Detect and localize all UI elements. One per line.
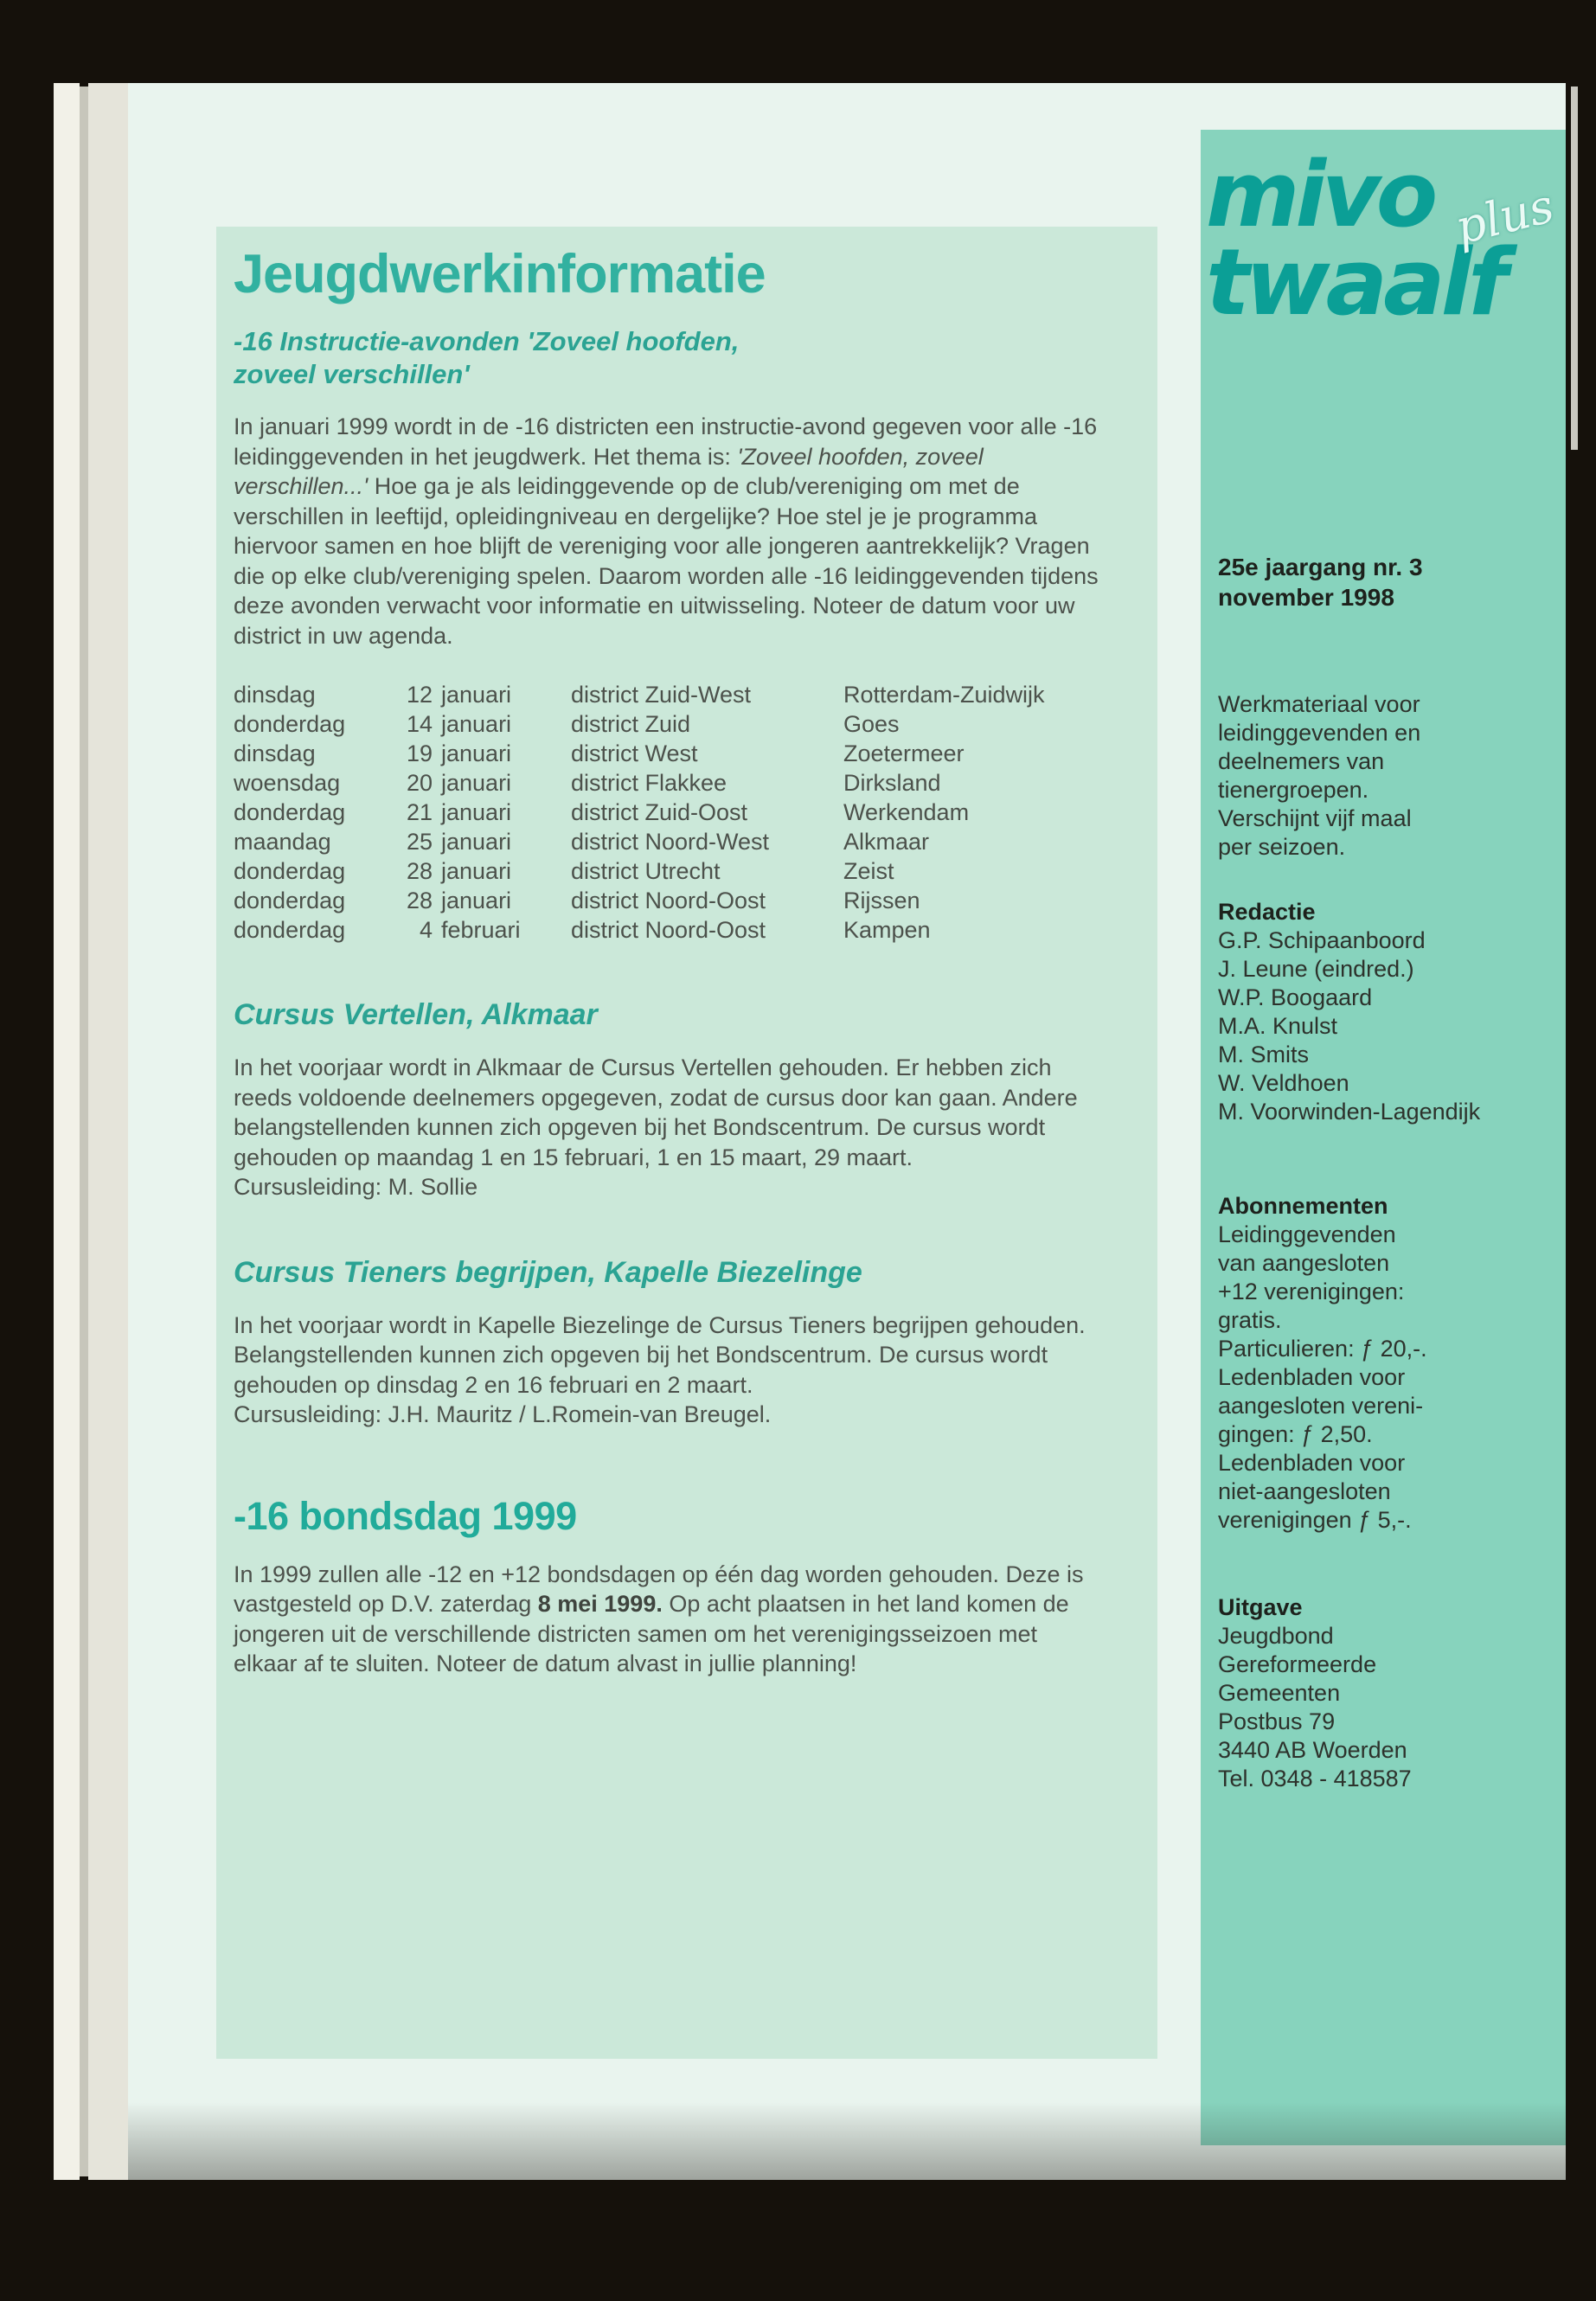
- issue-date: november 1998: [1218, 584, 1394, 611]
- schedule-place: Werkendam: [843, 799, 970, 826]
- page-bottom-shadow: [128, 2102, 1566, 2180]
- schedule-district: district Zuid-Oost: [571, 799, 748, 826]
- schedule-date-month: januari: [441, 682, 512, 708]
- schedule-date-month: februari: [441, 917, 521, 944]
- abonnementen-line: gratis.: [1218, 1307, 1282, 1333]
- schedule-date-month: januari: [441, 888, 512, 914]
- abonnementen-line: Particulieren: ƒ 20,-.: [1218, 1336, 1427, 1362]
- schedule-place: Zeist: [843, 858, 894, 885]
- uitgave-line: Jeugdbond: [1218, 1623, 1334, 1649]
- section-heading-bondsdag: -16 bondsdag 1999: [234, 1493, 577, 1538]
- abonnementen-heading: Abonnementen: [1218, 1193, 1388, 1219]
- schedule-row: [234, 739, 1100, 768]
- redactie-member: M. Voorwinden-Lagendijk: [1218, 1099, 1481, 1125]
- schedule-date-month: januari: [441, 799, 512, 826]
- book-page-edge: [80, 87, 88, 2176]
- mivo-twaalf-plus-logo: [1206, 142, 1566, 446]
- cursus-tieners-paragraph: In het voorjaar wordt in Kapelle Biezelinge de Cursus Tieners begrijpen gehouden. Belangstellenden kunnen zich opgeven bij het Bondscentrum. De cursus wordt gehouden op dinsdag 2 en 16 februari en 2 maart.: [234, 1311, 1086, 1398]
- schedule-row: [234, 709, 1100, 739]
- redactie-heading: Redactie: [1218, 899, 1316, 925]
- uitgave-line: Gemeenten: [1218, 1680, 1341, 1706]
- page-title: Jeugdwerkinformatie: [234, 244, 766, 304]
- magazine-page: [128, 83, 1566, 2180]
- schedule-place: Rotterdam-Zuidwijk: [843, 682, 1045, 708]
- redactie-member: M.A. Knulst: [1218, 1013, 1338, 1039]
- schedule-date-number: 28: [406, 858, 433, 885]
- schedule-row: [234, 680, 1100, 709]
- schedule-district: district Utrecht: [571, 858, 721, 885]
- uitgave-block: [1218, 1593, 1547, 1793]
- issue-number: 25e jaargang nr. 3: [1218, 554, 1423, 580]
- schedule-date-number: 14: [406, 711, 433, 738]
- issue-info: [1218, 552, 1547, 612]
- schedule-date-month: januari: [441, 711, 512, 738]
- uitgave-heading: Uitgave: [1218, 1594, 1303, 1620]
- schedule-place: Rijssen: [843, 888, 920, 914]
- uitgave-line: Tel. 0348 - 418587: [1218, 1766, 1412, 1791]
- redactie-member: W. Veldhoen: [1218, 1070, 1349, 1096]
- schedule-day: donderdag: [234, 711, 346, 738]
- article-block: [216, 227, 1157, 2059]
- schedule-date-number: 28: [406, 888, 433, 914]
- article-subtitle: [234, 325, 1100, 391]
- description-line: tienergroepen.: [1218, 777, 1369, 803]
- section-heading-cursus-tieners: Cursus Tieners begrijpen, Kapelle Biezelinge: [234, 1255, 862, 1289]
- schedule-district: district Noord-West: [571, 829, 770, 856]
- instruction-evenings-schedule: [234, 680, 1100, 945]
- book-page-edge: [88, 83, 128, 2180]
- cursus-vertellen-paragraph: In het voorjaar wordt in Alkmaar de Cursus Vertellen gehouden. Er hebben zich reeds voldoende deelnemers opgegeven, zodat de cursus door kan gaan. Andere belangstellenden kunnen zich opgeven bij het Bondscentrum. De cursus wordt gehouden op maandag 1 en 15 februari, 1 en 15 maart, 29 maart.: [234, 1054, 1078, 1170]
- intro-paragraph: [234, 412, 1100, 651]
- schedule-row: [234, 915, 1100, 945]
- bondsdag-paragraph: [234, 1560, 1100, 1679]
- schedule-date-month: januari: [441, 829, 512, 856]
- bondsdag-date-bold: 8 mei 1999.: [537, 1591, 663, 1618]
- schedule-date-number: 12: [406, 682, 433, 708]
- abonnementen-line: van aangesloten: [1218, 1250, 1390, 1276]
- bondsdag-text: Op acht plaatsen in het land komen de jongeren uit de verschillende districten samen om het verenigingsseizoen met elkaar af te sluiten. Noteer de datum alvast in jullie planning!: [234, 1591, 1069, 1677]
- description-line: Werkmateriaal voor: [1218, 691, 1420, 717]
- subtitle-line: zoveel verschillen': [234, 359, 470, 390]
- redactie-member: G.P. Schipaanboord: [1218, 927, 1426, 953]
- schedule-row: [234, 886, 1100, 915]
- abonnementen-line: niet-aangesloten: [1218, 1478, 1391, 1504]
- intro-text: In januari 1999 wordt in de -16 districten een instructie-avond gegeven voor alle -16 leidinggevenden in het jeugdwerk. Het thema is:: [234, 413, 1098, 470]
- schedule-row: [234, 798, 1100, 827]
- description-line: deelnemers van: [1218, 748, 1385, 774]
- schedule-place: Goes: [843, 711, 900, 738]
- schedule-day: dinsdag: [234, 682, 316, 708]
- logo-script-plus: plus: [1450, 178, 1560, 255]
- uitgave-line: 3440 AB Woerden: [1218, 1737, 1407, 1763]
- book-page-edge: [54, 83, 80, 2180]
- redactie-block: [1218, 898, 1547, 1126]
- schedule-place: Zoetermeer: [843, 740, 965, 767]
- schedule-day: donderdag: [234, 888, 346, 914]
- redactie-member: W.P. Boogaard: [1218, 984, 1373, 1010]
- description-line: leidinggevenden en: [1218, 720, 1421, 746]
- schedule-day: woensdag: [234, 770, 341, 797]
- schedule-day: donderdag: [234, 858, 346, 885]
- redactie-member: J. Leune (eindred.): [1218, 956, 1414, 982]
- schedule-date-month: januari: [441, 740, 512, 767]
- schedule-place: Kampen: [843, 917, 931, 944]
- cursus-tieners-leader: Cursusleiding: J.H. Mauritz / L.Romein-van Breugel.: [234, 1401, 772, 1428]
- schedule-place: Alkmaar: [843, 829, 930, 856]
- uitgave-line: Gereformeerde: [1218, 1651, 1377, 1677]
- schedule-place: Dirksland: [843, 770, 941, 797]
- intro-theme-quote: 'Zoveel hoofden, zoveel verschillen...': [234, 443, 984, 500]
- schedule-date-month: januari: [441, 770, 512, 797]
- book-page-edge: [1571, 87, 1578, 450]
- abonnementen-block: [1218, 1192, 1547, 1535]
- schedule-day: donderdag: [234, 917, 346, 944]
- schedule-day: dinsdag: [234, 740, 316, 767]
- schedule-district: district Zuid-West: [571, 682, 752, 708]
- schedule-date-number: 20: [406, 770, 433, 797]
- schedule-district: district Flakkee: [571, 770, 727, 797]
- uitgave-line: Postbus 79: [1218, 1708, 1336, 1734]
- schedule-date-number: 4: [419, 917, 433, 944]
- schedule-date-number: 25: [406, 829, 433, 856]
- abonnementen-line: aangesloten vereni-: [1218, 1393, 1424, 1419]
- intro-text: Hoe ga je als leidinggevende op de club/vereniging om met de verschillen in leeftijd, opleidingniveau en dergelijke? Hoe stel je je programma hiervoor samen en hoe blijft de vereniging voor alle jongeren aantrekkelijk? Vragen die op elke club/vereniging spelen. Daarom worden alle -16 leidinggevenden tijdens deze avonden verwacht voor informatie en uitwisseling. Noteer de datum voor uw district in uw agenda.: [234, 473, 1099, 649]
- redactie-member: M. Smits: [1218, 1042, 1309, 1067]
- description-line: per seizoen.: [1218, 834, 1346, 860]
- description-line: Verschijnt vijf maal: [1218, 805, 1412, 831]
- schedule-row: [234, 856, 1100, 886]
- abonnementen-line: Leidinggevenden: [1218, 1221, 1396, 1247]
- abonnementen-line: +12 verenigingen:: [1218, 1279, 1405, 1304]
- schedule-district: district West: [571, 740, 698, 767]
- schedule-date-month: januari: [441, 858, 512, 885]
- schedule-row: [234, 768, 1100, 798]
- schedule-district: district Zuid: [571, 711, 691, 738]
- cursus-vertellen-leader: Cursusleiding: M. Sollie: [234, 1174, 478, 1201]
- abonnementen-line: Ledenbladen voor: [1218, 1450, 1406, 1476]
- schedule-date-number: 19: [406, 740, 433, 767]
- colophon-sidebar: [1201, 130, 1566, 2145]
- schedule-day: donderdag: [234, 799, 346, 826]
- schedule-district: district Noord-Oost: [571, 917, 766, 944]
- abonnementen-line: Ledenbladen voor: [1218, 1364, 1406, 1390]
- schedule-day: maandag: [234, 829, 331, 856]
- abonnementen-line: gingen: ƒ 2,50.: [1218, 1421, 1373, 1447]
- bondsdag-text: In 1999 zullen alle -12 en +12 bondsdagen op één dag worden gehouden. Deze is vastgesteld op D.V. zaterdag: [234, 1561, 1084, 1618]
- schedule-district: district Noord-Oost: [571, 888, 766, 914]
- logo-word-mivo: mivo: [1206, 142, 1434, 247]
- logo-word-twaalf: twaalf: [1206, 228, 1504, 336]
- abonnementen-line: verenigingen ƒ 5,-.: [1218, 1507, 1412, 1533]
- subtitle-line: -16 Instructie-avonden 'Zoveel hoofden,: [234, 326, 740, 357]
- schedule-row: [234, 827, 1100, 856]
- magazine-description: [1218, 690, 1547, 862]
- schedule-date-number: 21: [406, 799, 433, 826]
- section-heading-cursus-vertellen: Cursus Vertellen, Alkmaar: [234, 998, 598, 1032]
